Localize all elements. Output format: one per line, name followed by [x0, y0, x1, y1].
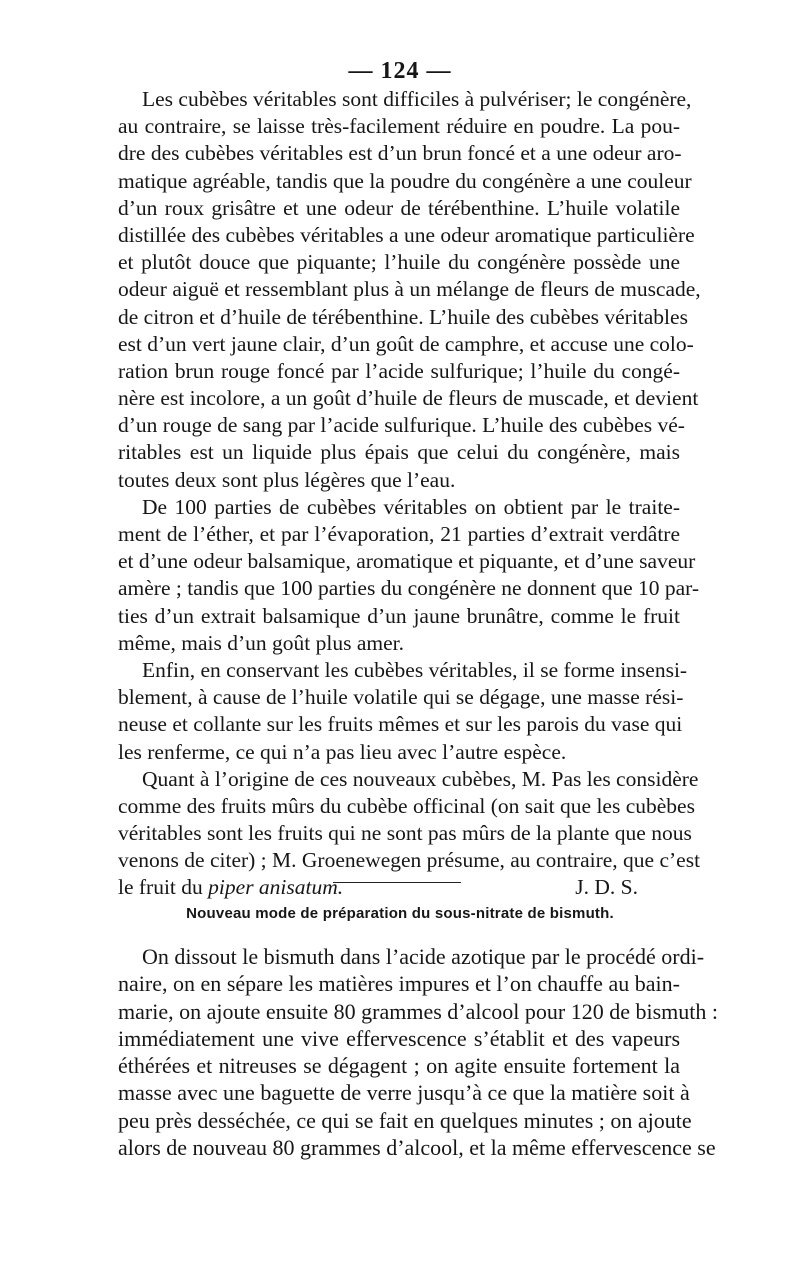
text-line: d’un rouge de sang par l’acide sulfurique. L’huile des cubèbes vé-: [118, 413, 685, 438]
text-line: ties d’un extrait balsamique d’un jaune brunâtre, comme le fruit: [118, 603, 680, 628]
text-line: venons de citer) ; M. Groenewegen présume, au contraire, que c’est: [118, 848, 701, 873]
text-line: naire, on en sépare les matières impures et l’on chauffe au bain-: [118, 971, 680, 997]
text-line: odeur aiguë et ressemblant plus à un mélange de fleurs de muscade,: [118, 277, 701, 302]
text-line: alors de nouveau 80 grammes d’alcool, et la même effervescence se: [118, 1135, 716, 1161]
closing-prefix: le fruit du: [118, 875, 209, 900]
section-heading: Nouveau mode de préparation du sous-nitrate de bismuth.: [186, 905, 614, 922]
text-line: distillée des cubèbes véritables a une odeur aromatique particulière: [118, 222, 695, 247]
text-line: masse avec une baguette de verre jusqu’à ce que la matière soit à: [118, 1080, 690, 1106]
text-line: peu près desséchée, ce qui se fait en quelques minutes ; on ajoute: [118, 1107, 692, 1133]
text-line: d’un roux grisâtre et une odeur de térébenthine. L’huile volatile: [118, 195, 680, 220]
paragraph-1: [118, 86, 701, 494]
paragraph-3: [118, 657, 688, 766]
text-line: On dissout le bismuth dans l’acide azotique par le procédé ordi-: [142, 944, 705, 969]
text-line: marie, on ajoute ensuite 80 grammes d’alcool pour 120 de bismuth :: [118, 998, 718, 1024]
text-line: ment de l’éther, et par l’évaporation, 21 parties d’extrait verdâtre: [118, 522, 680, 546]
text-line: de citron et d’huile de térébenthine. L’huile des cubèbes véritables: [118, 304, 688, 329]
text-line: est d’un vert jaune clair, d’un goût de camphre, et accuse une colo-: [118, 331, 694, 356]
closing-text: [118, 874, 343, 901]
closing-line: [118, 874, 680, 901]
text-line: ritables est un liquide plus épais que celui du congénère, mais: [118, 440, 680, 465]
text-line: au contraire, se laisse très-facilement réduire en poudre. La pou-: [118, 114, 680, 139]
text-line: dre des cubèbes véritables est d’un brun foncé et a une odeur aro-: [118, 141, 682, 166]
text-line: De 100 parties de cubèbes véritables on obtient par le traite-: [142, 494, 680, 519]
text-line: même, mais d’un goût plus amer.: [118, 630, 405, 655]
text-line: amère ; tandis que 100 parties du congénère ne donnent que 10 par-: [118, 576, 700, 601]
text-line: Enfin, en conservant les cubèbes véritables, il se forme insensi-: [142, 657, 688, 682]
text-line: et plutôt douce que piquante; l’huile du congénère possède une: [118, 250, 680, 275]
text-line: matique agréable, tandis que la poudre du congénère a une couleur: [118, 168, 692, 193]
text-line: immédiatement une vive effervescence s’établit et des vapeurs: [118, 1025, 680, 1051]
author-signature: J. D. S.: [575, 875, 638, 900]
paragraph-2: [118, 494, 700, 657]
species-name: piper anisatum.: [208, 875, 344, 900]
text-line: neuse et collante sur les fruits mêmes et sur les parois du vase qui: [118, 712, 683, 737]
text-line: éthérées et nitreuses se dégagent ; on agite ensuite fortement la: [118, 1053, 680, 1079]
article-bismuth: [118, 943, 718, 1161]
text-line: nère est incolore, a un goût d’huile de fleurs de muscade, et devient: [118, 386, 699, 411]
text-line: ration brun rouge foncé par l’acide sulfurique; l’huile du congé-: [118, 358, 680, 383]
text-line: véritables sont les fruits qui ne sont pas mûrs de la plante que nous: [118, 821, 692, 846]
text-line: blement, à cause de l’huile volatile qui se dégage, une masse rési-: [118, 685, 684, 710]
text-line: et d’une odeur balsamique, aromatique et piquante, et d’une saveur: [118, 549, 696, 574]
text-line: Les cubèbes véritables sont difficiles à pulvériser; le congénère,: [142, 87, 692, 111]
text-line: toutes deux sont plus légères que l’eau.: [118, 467, 456, 492]
text-line: comme des fruits mûrs du cubèbe officinal (on sait que les cubèbes: [118, 793, 695, 818]
text-line: Quant à l’origine de ces nouveaux cubèbes, M. Pas les considère: [142, 766, 699, 791]
text-line: les renferme, ce qui n’a pas lieu avec l’autre espèce.: [118, 739, 567, 764]
page-number: — 124 —: [348, 58, 452, 84]
section-divider: [333, 882, 461, 883]
article-cubebes: [118, 86, 701, 902]
